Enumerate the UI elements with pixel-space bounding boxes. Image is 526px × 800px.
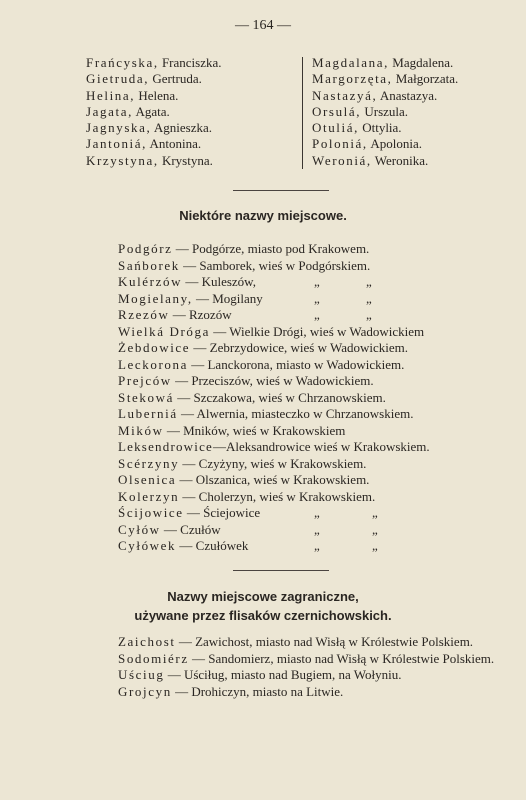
ditto-mark: „: [314, 538, 320, 553]
ditto-mark: „: [366, 274, 372, 289]
place-entry: Podgórz — Podgórze, miasto pod Krakowem.: [118, 241, 370, 256]
place-entry: Cyłówek — Czułówek „ „: [118, 538, 378, 553]
place-entry: Wielká Dróga — Wielkie Drógi, wieś w Wadowickiem: [118, 323, 425, 339]
name-entry: Jagnyska, Agnieszka.: [86, 120, 212, 136]
name-entry: Otuliá, Ottylia.: [312, 120, 402, 136]
places-list: [118, 241, 508, 555]
name-entry: Krzystyna, Krystyna.: [86, 152, 213, 168]
place-entry: Prejców — Przeciszów, wieś w Wadowickiem.: [118, 373, 374, 388]
section-rule: [233, 570, 329, 571]
ditto-mark: „: [372, 521, 378, 537]
section-rule: [233, 190, 329, 191]
place-entry: Cyłów — Czułów „ „: [118, 521, 378, 537]
names-right-column: [312, 55, 492, 169]
place-entry: Ścijowice — Ściejowice „ „: [118, 505, 378, 520]
place-entry: Żebdowice — Zebrzydowice, wieś w Wadowickiem.: [118, 340, 409, 355]
section-heading-places: Niektóre nazwy miejscowe.: [179, 208, 347, 223]
column-divider: [302, 57, 303, 169]
names-left-column: [86, 55, 286, 169]
place-entry: Olsenica — Olszanica, wieś w Krakowskiem.: [118, 472, 370, 487]
place-entry: Mogielany, — Mogilany „ „: [118, 290, 372, 306]
ditto-mark: „: [366, 290, 372, 306]
ditto-mark: „: [366, 307, 372, 322]
place-entry: Luberniá — Alwernia, miasteczko w Chrzanowskiem.: [118, 406, 414, 421]
name-entry: Helina, Helena.: [86, 87, 179, 103]
name-entry: Jantoniá, Antonina.: [86, 136, 202, 152]
name-entry: Magdalana, Magdalena.: [312, 55, 454, 70]
place-entry: Kulérzów — Kuleszów, „ „: [118, 274, 372, 289]
name-entry: Jagata, Agata.: [86, 103, 170, 119]
place-entry: Leckorona — Lanckorona, miasto w Wadowickiem.: [118, 356, 405, 372]
foreign-place-entry: Sodomiérz — Sandomierz, miasto nad Wisłą w Królestwie Polskiem.: [118, 650, 495, 666]
ditto-mark: „: [314, 505, 320, 520]
name-entry: Margorzęta, Małgorzata.: [312, 71, 459, 87]
section-subheading-foreign: używane przez flisaków czernichowskich.: [134, 608, 392, 623]
name-entry: Orsulá, Urszula.: [312, 103, 409, 119]
ditto-mark: „: [314, 307, 320, 322]
name-entry: Nastazyá, Anastazya.: [312, 87, 438, 103]
foreign-place-entry: Grojcyn — Drohiczyn, miasto na Litwie.: [118, 683, 344, 699]
foreign-places-list: [112, 634, 508, 700]
place-entry: Kolerzyn — Cholerzyn, wieś w Krakowskiem.: [118, 488, 376, 504]
place-entry: Rzezów — Rzozów „ „: [118, 307, 372, 322]
name-entry: Poloniá, Apolonia.: [312, 136, 422, 152]
place-entry: Scérzyny — Czyżyny, wieś w Krakowskiem.: [118, 455, 367, 471]
foreign-place-entry: Zaichost — Zawichost, miasto nad Wisłą w Królestwie Polskiem.: [118, 634, 474, 649]
ditto-mark: „: [372, 538, 378, 553]
name-entry: Weroniá, Weronika.: [312, 152, 429, 168]
place-entry: Sańborek — Samborek, wieś w Podgórskiem.: [118, 257, 371, 273]
page-number: — 164 —: [235, 18, 291, 33]
place-entry: Mików — Mników, wieś w Krakowskiem: [118, 422, 346, 438]
section-heading-foreign: Nazwy miejscowe zagraniczne,: [167, 589, 359, 604]
place-entry: Leksendrowice—Aleksandrowice wieś w Krakowskiem.: [118, 439, 430, 454]
ditto-mark: „: [314, 290, 320, 306]
place-entry: Stekowá — Szczakowa, wieś w Chrzanowskiem.: [118, 389, 386, 405]
ditto-mark: „: [372, 505, 378, 520]
name-entry: Gietruda, Gertruda.: [86, 71, 202, 87]
ditto-mark: „: [314, 521, 320, 537]
name-entry: Frańcyska, Franciszka.: [86, 55, 222, 70]
foreign-place-entry: Uściug — Uściług, miasto nad Bugiem, na Wołyniu.: [118, 667, 402, 682]
ditto-mark: „: [314, 274, 320, 289]
